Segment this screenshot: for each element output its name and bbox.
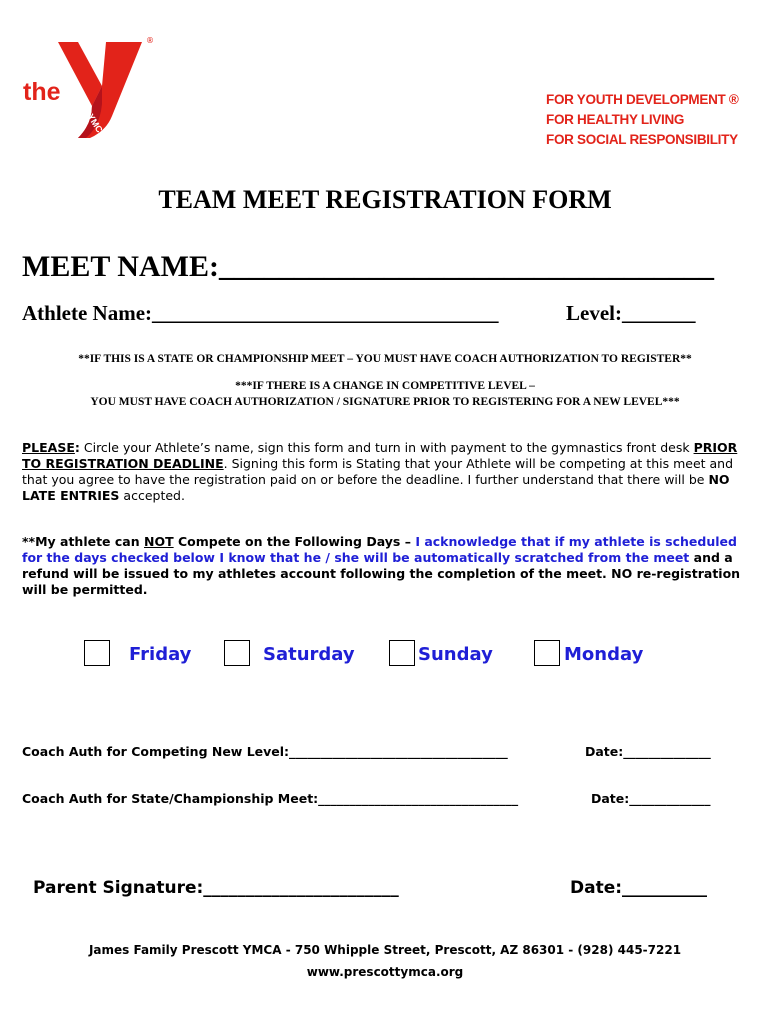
friday-label: Friday (129, 644, 192, 665)
cannot-not: NOT (144, 534, 174, 549)
y-left-arm (58, 42, 102, 106)
saturday-label: Saturday (263, 644, 355, 665)
monday-checkbox[interactable] (534, 640, 560, 666)
friday-checkbox[interactable] (84, 640, 110, 666)
notice-state-championship: **IF THIS IS A STATE OR CHAMPIONSHIP MEET – YOU MUST HAVE COACH AUTHORIZATION TO REGISTER** (0, 352, 770, 366)
form-title: TEAM MEET REGISTRATION FORM (158, 185, 612, 214)
athlete-name-field[interactable]: Athlete Name:_________________________________ (22, 301, 499, 325)
footer-address: James Family Prescott YMCA - 750 Whipple Street, Prescott, AZ 86301 - (928) 445-7221 (88, 943, 682, 957)
tagline-youth-development: FOR YOUTH DEVELOPMENT ® (546, 92, 739, 107)
sunday-label: Sunday (418, 644, 493, 665)
saturday-checkbox[interactable] (224, 640, 250, 666)
cannot-suffix: and a refund will be issued to my athletes account following the completion of the meet. NO re-registration will be permitted. (22, 550, 741, 597)
coach-new-level-field[interactable]: Coach Auth for Competing New Level:___________________________________ (22, 744, 508, 759)
logo-ymca-text: YMCA (85, 112, 109, 140)
please-paragraph (22, 440, 750, 504)
logo-the-text: the (23, 78, 61, 106)
please-text-2: . Signing this form is Stating that your Athlete will be competing at this meet and that you agree to have the registration paid on or before the deadline. I further understand that there will be (22, 456, 734, 487)
notice-level-change-1: ***IF THERE IS A CHANGE IN COMPETITIVE LEVEL – (235, 380, 535, 392)
parent-signature-field[interactable]: Parent Signature:_______________________ (33, 878, 399, 898)
please-label: PLEASE (22, 440, 75, 455)
logo-registered-mark: ® (146, 36, 154, 45)
parent-signature-date-field[interactable]: Date:__________ (570, 878, 708, 898)
registration-deadline-text: PRIOR TO REGISTRATION DEADLINE (22, 440, 738, 471)
meet-name-field[interactable]: MEET NAME:_________________________________ (22, 250, 714, 283)
coach-state-field[interactable]: Coach Auth for State/Championship Meet:________________________________ (22, 791, 519, 806)
coach-new-level-date-field[interactable]: Date:______________ (585, 744, 711, 759)
coach-state-date-field[interactable]: Date:_____________ (591, 791, 711, 806)
sunday-checkbox[interactable] (389, 640, 415, 666)
cannot-compete-paragraph (22, 534, 750, 598)
monday-label: Monday (564, 644, 644, 665)
please-text-1: Circle your Athlete’s name, sign this form and turn in with payment to the gymnastics front desk (79, 440, 694, 455)
footer-website[interactable]: www.prescottymca.org (306, 965, 464, 979)
please-text-3: accepted. (119, 488, 185, 503)
cannot-mid: Compete on the Following Days – (173, 534, 416, 549)
taglines (546, 90, 766, 150)
no-late-entries-text: NO LATE ENTRIES (22, 472, 730, 503)
please-colon: : (74, 440, 80, 455)
tagline-social-responsibility: FOR SOCIAL RESPONSIBILITY (546, 132, 738, 147)
ymca-logo (20, 34, 160, 144)
cannot-prefix: **My athlete can (22, 534, 144, 549)
tagline-healthy-living: FOR HEALTHY LIVING (546, 112, 685, 127)
cannot-acknowledge-text: I acknowledge that if my athlete is scheduled for the days checked below I know that he / she will be automatically scratched from the meet (22, 534, 737, 565)
notice-level-change-2: YOU MUST HAVE COACH AUTHORIZATION / SIGNATURE PRIOR TO REGISTERING FOR A NEW LEVEL*** (90, 396, 680, 408)
level-field[interactable]: Level:_______ (566, 301, 696, 325)
